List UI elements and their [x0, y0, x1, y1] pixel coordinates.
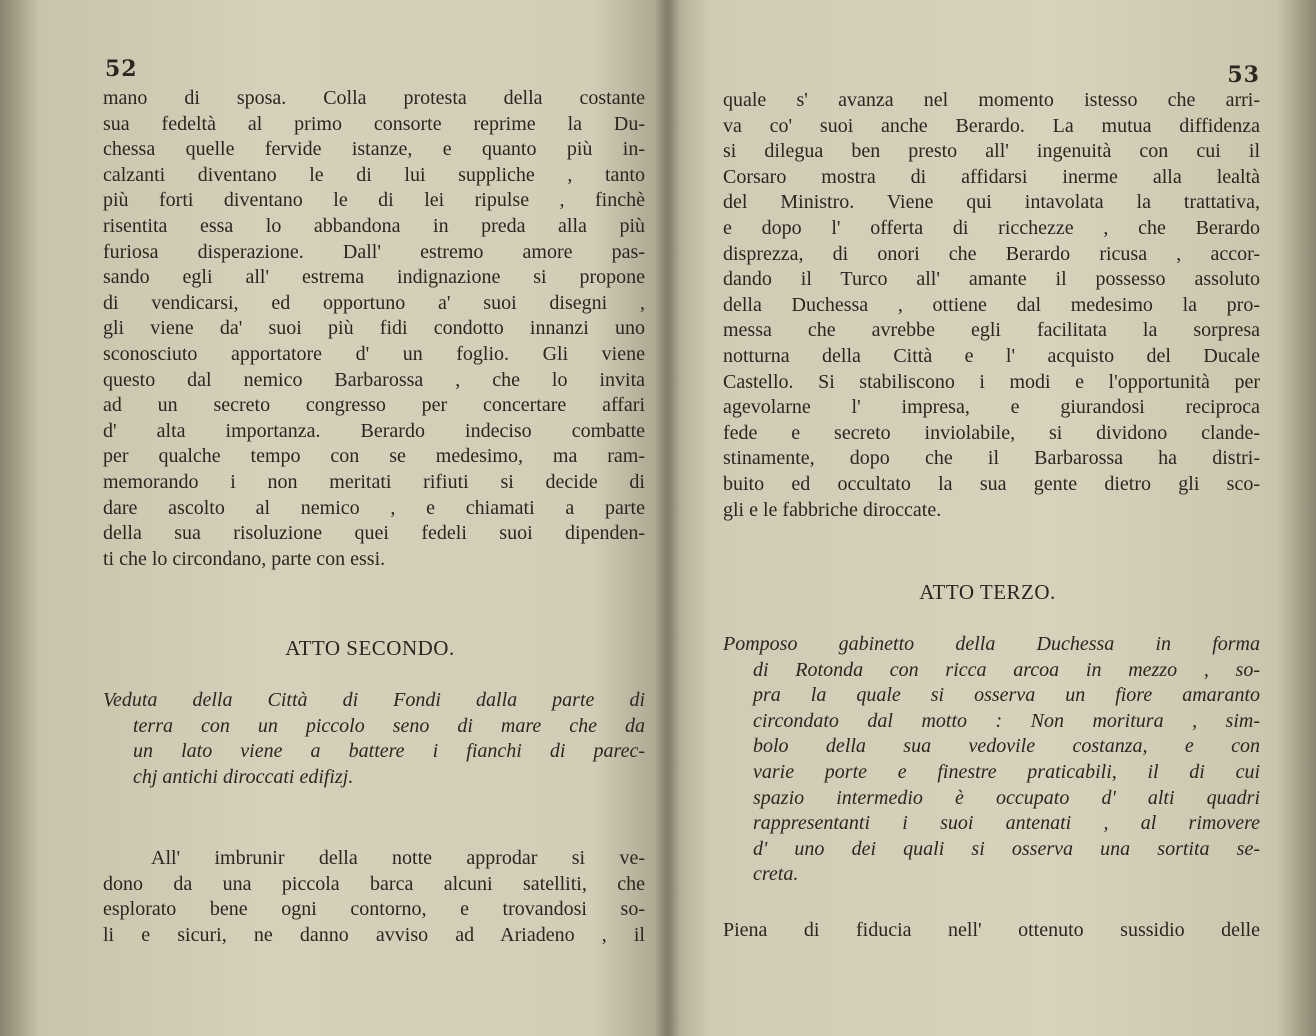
text-line: gli e le fabbriche diroccate. — [723, 498, 942, 521]
text-line: ad un secreto congresso per concertare affari — [103, 394, 645, 417]
text-line: Piena di fiducia nell' ottenuto sussidio delle — [723, 919, 1260, 941]
page-number-right: 53 — [1227, 62, 1260, 88]
text-line: Veduta della Città di Fondi dalla parte di — [103, 689, 645, 711]
scene-description-left — [103, 688, 645, 790]
text-line: dare ascolto al nemico , e chiamati a parte — [103, 496, 645, 519]
text-line: quale s' avanza nel momento istesso che arri- — [723, 89, 1260, 111]
text-line: mano di sposa. Colla protesta della costante — [103, 87, 645, 109]
text-line: creta. — [753, 863, 799, 886]
text-line: spazio intermedio è occupato d' alti quadri — [753, 786, 1260, 809]
text-line: esplorato bene ogni contorno, e trovandosi so- — [103, 898, 645, 921]
text-line: si dilegua ben presto all' ingenuità con cui il — [723, 140, 1260, 163]
text-line: più forti diventano le di lei ripulse , finchè — [103, 189, 645, 212]
text-line: Pomposo gabinetto della Duchessa in forma — [723, 633, 1260, 655]
text-line: notturna della Città e l' acquisto del Ducale — [723, 344, 1260, 367]
act-heading-left: ATTO SECONDO. — [285, 636, 455, 660]
text-line: disprezza, di onori che Berardo ricusa , accor- — [723, 242, 1260, 265]
text-line: risentita essa lo abbandona in preda alla più — [103, 214, 645, 237]
text-line: memorando i non meritati rifiuti si decide di — [103, 470, 645, 493]
text-line: sconosciuto apportatore d' un foglio. Gli viene — [103, 342, 645, 365]
text-line: agevolarne l' impresa, e giurandosi reciproca — [723, 396, 1260, 419]
text-line: bolo della sua vedovile costanza, e con — [753, 735, 1260, 758]
text-line: ti che lo circondano, parte con essi. — [103, 547, 386, 570]
text-line: di Rotonda con ricca arcoa in mezzo , so- — [753, 658, 1260, 681]
text-line: per qualche tempo con se medesimo, ma ram- — [103, 445, 645, 468]
left-page — [95, 0, 645, 1036]
text-line: li e sicuri, ne danno avviso ad Ariadeno , il — [103, 923, 645, 946]
text-line: di vendicarsi, ed opportuno a' suoi disegni , — [103, 291, 645, 314]
text-line: della Duchessa , ottiene dal medesimo la pro- — [723, 293, 1260, 316]
act-heading-right: ATTO TERZO. — [919, 580, 1056, 604]
text-line: messa che avrebbe egli facilitata la sorpresa — [723, 319, 1260, 342]
text-line: furiosa disperazione. Dall' estremo amore pas- — [103, 240, 645, 263]
text-line: chj antichi diroccati edifizj. — [133, 765, 354, 788]
text-line: calzanti diventano le di lui suppliche , tanto — [103, 163, 645, 186]
scene-description-right — [723, 632, 1260, 888]
right-paragraph-2 — [723, 918, 1260, 944]
text-line: gli viene da' suoi più fidi condotto innanzi uno — [103, 317, 645, 340]
text-line: sando egli all' estrema indignazione si propone — [103, 266, 645, 289]
text-line: varie porte e finestre praticabili, il di cui — [753, 760, 1260, 783]
text-line: della sua risoluzione quei fedeli suoi dipenden- — [103, 522, 645, 545]
text-line: chessa quelle fervide istanze, e quanto più in- — [103, 138, 645, 161]
text-line: Corsaro mostra di affidarsi inerme alla lealtà — [723, 165, 1260, 188]
text-line: sua fedeltà al primo consorte reprime la Du- — [103, 112, 645, 135]
text-line: un lato viene a battere i fianchi di parec- — [133, 740, 645, 763]
text-line: del Ministro. Viene qui intavolata la trattativa, — [723, 191, 1260, 214]
text-line: d' alta importanza. Berardo indeciso combatte — [103, 419, 645, 442]
text-line: pra la quale si osserva un fiore amaranto — [753, 684, 1260, 707]
text-line: dono da una piccola barca alcuni satelliti, che — [103, 872, 645, 895]
text-line: All' imbrunir della notte approdar si ve- — [151, 847, 645, 869]
text-line: questo dal nemico Barbarossa , che lo invita — [103, 368, 645, 391]
text-line: rappresentanti i suoi antenati , al rimovere — [753, 812, 1260, 835]
text-line: va co' suoi anche Berardo. La mutua diffidenza — [723, 114, 1260, 137]
left-paragraph-1 — [103, 86, 645, 572]
left-paragraph-2 — [103, 846, 645, 948]
book-gutter — [655, 0, 681, 1036]
text-line: e dopo l' offerta di ricchezze , che Berardo — [723, 216, 1260, 239]
right-page — [715, 0, 1260, 1036]
right-paragraph-1 — [723, 88, 1260, 523]
text-line: dando il Turco all' amante il possesso assoluto — [723, 268, 1260, 291]
text-line: terra con un piccolo seno di mare che da — [133, 714, 645, 737]
text-line: Castello. Si stabiliscono i modi e l'opportunità per — [723, 370, 1260, 393]
page-number-left: 52 — [105, 56, 138, 82]
text-line: d' uno dei quali si osserva una sortita se- — [753, 837, 1260, 860]
text-line: buito ed occultato la sua gente dietro gli sco- — [723, 472, 1260, 495]
text-line: stinamente, dopo che il Barbarossa ha distri- — [723, 447, 1260, 470]
text-line: fede e secreto inviolabile, si dividono clande- — [723, 421, 1260, 444]
text-line: circondato dal motto : Non moritura , sim- — [753, 709, 1260, 732]
